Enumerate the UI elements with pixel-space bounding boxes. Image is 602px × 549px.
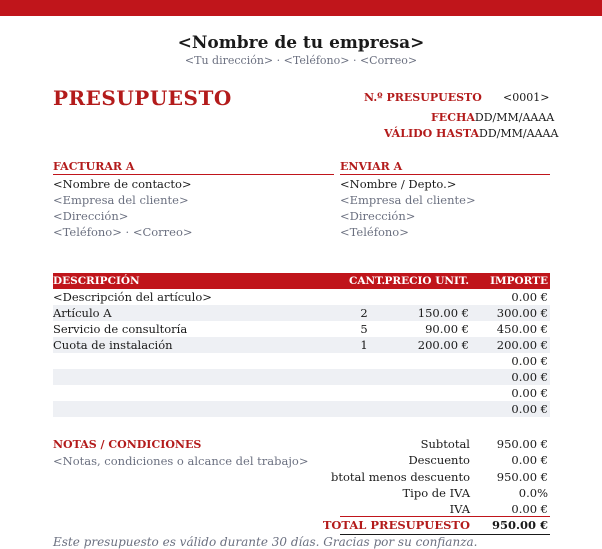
total-value: 950.00 € xyxy=(491,518,548,532)
company-name: <Nombre de tu empresa> xyxy=(177,33,425,53)
row-amount: 0.00 € xyxy=(511,290,548,304)
header-qty: CANT. xyxy=(349,275,386,287)
discount-value: 0.00 € xyxy=(511,453,548,467)
tax-rate-row xyxy=(330,486,550,502)
row-amount: 200.00 € xyxy=(496,338,548,352)
quote-number-value: <0001> xyxy=(503,91,550,104)
tax-value: 0.00 € xyxy=(511,502,548,516)
subtotal-value: 950.00 € xyxy=(496,437,548,451)
table-header xyxy=(53,273,550,289)
table-row xyxy=(53,337,550,353)
ship-to-heading: ENVIAR A xyxy=(340,160,403,173)
valid-until-label: VÁLIDO HASTA xyxy=(384,127,480,140)
ship-to-rule xyxy=(340,174,550,175)
notes-text: <Notas, condiciones o alcance del trabajo> xyxy=(53,454,309,468)
discount-row xyxy=(330,453,550,469)
tax-rate-value: 0.0% xyxy=(518,486,548,500)
date-label: FECHA xyxy=(431,111,475,124)
quote-number-label: N.º PRESUPUESTO xyxy=(364,91,482,104)
document-title: PRESUPUESTO xyxy=(53,86,232,110)
row-qty: 2 xyxy=(360,306,368,320)
after-discount-label: btotal menos descuento xyxy=(331,470,470,484)
total-row xyxy=(322,518,550,534)
row-unit-price: 90.00 € xyxy=(425,322,469,336)
header-description: DESCRIPCIÓN xyxy=(53,275,140,287)
row-description: Servicio de consultoría xyxy=(53,322,188,336)
ship-to-phone: <Teléfono> xyxy=(340,225,409,239)
row-description: Cuota de instalación xyxy=(53,338,173,352)
row-amount: 300.00 € xyxy=(496,306,548,320)
total-label: TOTAL PRESUPUESTO xyxy=(322,518,470,532)
row-amount: 0.00 € xyxy=(511,370,548,384)
row-amount: 450.00 € xyxy=(496,322,548,336)
valid-until-row xyxy=(384,127,558,140)
table-row xyxy=(53,369,550,385)
table-row xyxy=(53,305,550,321)
table-row xyxy=(53,353,550,369)
tax-label: IVA xyxy=(449,502,470,516)
bill-to-address: <Dirección> xyxy=(53,209,129,223)
company-contact-line: <Tu dirección> · <Teléfono> · <Correo> xyxy=(184,54,418,67)
tax-rate-label: Tipo de IVA xyxy=(402,486,470,500)
table-row xyxy=(53,385,550,401)
subtotal-row xyxy=(330,437,550,453)
row-qty: 5 xyxy=(360,322,368,336)
row-qty: 1 xyxy=(360,338,368,352)
after-discount-value: 950.00 € xyxy=(496,470,548,484)
top-accent-bar xyxy=(0,0,602,16)
date-row xyxy=(431,111,554,124)
discount-label: Descuento xyxy=(408,453,470,467)
header-unit-price: PRECIO UNIT. xyxy=(384,275,469,287)
header-amount: IMPORTE xyxy=(490,275,548,287)
ship-to-company: <Empresa del cliente> xyxy=(340,193,476,207)
row-amount: 0.00 € xyxy=(511,354,548,368)
date-value: DD/MM/AAAA xyxy=(474,111,555,124)
row-description: <Descripción del artículo> xyxy=(53,290,212,304)
after-discount-row xyxy=(330,470,550,486)
row-amount: 0.00 € xyxy=(511,402,548,416)
row-unit-price: 150.00 € xyxy=(417,306,469,320)
table-row xyxy=(53,401,550,417)
row-amount: 0.00 € xyxy=(511,386,548,400)
bill-to-heading: FACTURAR A xyxy=(53,160,135,173)
subtotal-label: Subtotal xyxy=(420,437,470,451)
notes-heading: NOTAS / CONDICIONES xyxy=(53,438,202,451)
ship-to-name: <Nombre / Depto.> xyxy=(340,177,457,191)
row-unit-price: 200.00 € xyxy=(417,338,469,352)
ship-to-address: <Dirección> xyxy=(340,209,416,223)
line-items-table xyxy=(53,273,550,417)
table-row xyxy=(53,289,550,305)
bill-to-phone-email: <Teléfono> · <Correo> xyxy=(53,225,193,239)
total-rule xyxy=(340,516,550,517)
bill-to-company: <Empresa del cliente> xyxy=(53,193,189,207)
footer-note: Este presupuesto es válido durante 30 días. Gracias por su confianza. xyxy=(53,535,478,549)
table-row xyxy=(53,321,550,337)
bill-to-rule xyxy=(53,174,334,175)
valid-until-value: DD/MM/AAAA xyxy=(479,127,559,140)
bill-to-contact: <Nombre de contacto> xyxy=(53,177,192,191)
row-description: Artículo A xyxy=(53,306,112,320)
